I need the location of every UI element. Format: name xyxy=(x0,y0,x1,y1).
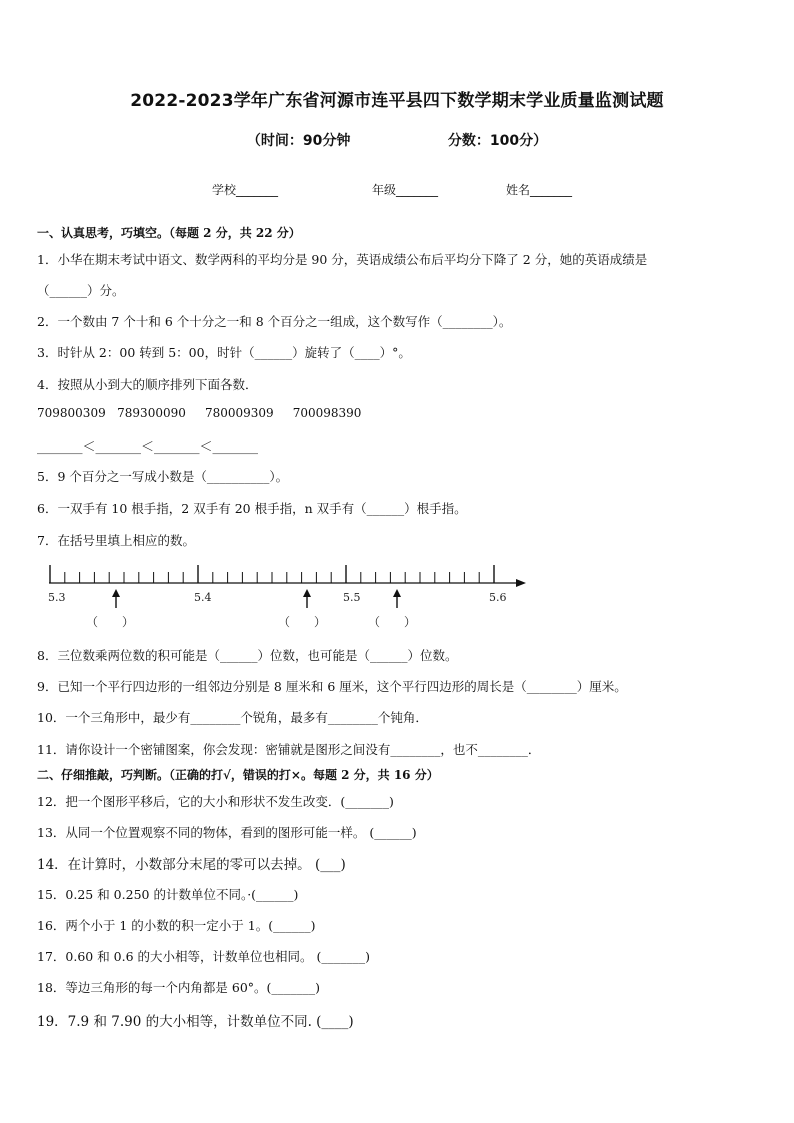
question-1-line-2: （______）分。 xyxy=(37,283,125,298)
name-field: 姓名_______ xyxy=(506,183,573,197)
total-score: 分数：100分） xyxy=(447,133,548,149)
question-10: 10．一个三角形中，最少有________个锐角，最多有________个钝角． xyxy=(37,710,428,725)
exam-title: 2022-2023学年广东省河源市连平县四下数学期末学业质量监测试题 xyxy=(130,91,664,111)
question-3: 3．时针从 2：00 转到 5：00，时针（______）旋转了（____）°。 xyxy=(37,345,411,360)
question-5: 5．9 个百分之一写成小数是（__________）。 xyxy=(37,469,289,484)
question-19: 19．7.9 和 7.90 的大小相等，计数单位不同. (____) xyxy=(37,1014,354,1030)
number-line-svg xyxy=(40,556,540,636)
school-field: 学校_______ xyxy=(212,183,279,197)
time-limit: （时间：90分钟 xyxy=(246,133,351,149)
question-8: 8．三位数乘两位数的积可能是（______）位数，也可能是（______）位数。 xyxy=(37,648,458,663)
question-6: 6．一双手有 10 根手指，2 双手有 20 根手指，n 双手有（______）根手指。 xyxy=(37,501,467,516)
question-14: 14．在计算时，小数部分末尾的零可以去掉。 (___) xyxy=(37,857,346,873)
up-arrow-3 xyxy=(393,589,401,608)
question-16: 16．两个小于 1 的小数的积一定小于 1。(______) xyxy=(37,918,316,933)
answer-blank-1: （ ） xyxy=(86,615,135,629)
grade-field: 年级_______ xyxy=(372,183,439,197)
question-1-line-1: 1．小华在期末考试中语文、数学两科的平均分是 90 分，英语成绩公布后平均分下降了 2 分，她的英语成绩是 xyxy=(37,252,648,267)
question-4: 4．按照从小到大的顺序排列下面各数． xyxy=(37,377,258,392)
question-15: 15．0.25 和 0.250 的计数单位不同。·(______) xyxy=(37,887,299,902)
tick-label-5-3: 5.3 xyxy=(48,591,66,604)
exam-subtitle xyxy=(0,130,794,150)
question-9: 9．已知一个平行四边形的一组邻边分别是 8 厘米和 6 厘米，这个平行四边形的周长是（________）厘米。 xyxy=(37,679,627,694)
question-18: 18．等边三角形的每一个内角都是 60°。(_______) xyxy=(37,980,321,995)
question-12: 12．把一个图形平移后，它的大小和形状不发生改变．(_______) xyxy=(37,794,394,809)
student-info xyxy=(0,181,794,199)
tick-label-5-4: 5.4 xyxy=(194,591,212,604)
question-7: 7．在括号里填上相应的数。 xyxy=(37,533,195,548)
tick-label-5-6: 5.6 xyxy=(489,591,507,604)
number-line-figure xyxy=(40,556,540,636)
question-4-order-blanks: _______＜_______＜_______＜_______ xyxy=(37,440,259,455)
number-line-ticks xyxy=(50,565,494,583)
up-arrow-2 xyxy=(303,589,311,608)
number-line-arrowhead xyxy=(516,579,526,587)
question-11: 11．请你设计一个密铺图案，你会发现：密铺就是图形之间没有________，也不________． xyxy=(37,742,541,757)
question-2: 2．一个数由 7 个十和 6 个十分之一和 8 个百分之一组成，这个数写作（________）。 xyxy=(37,314,512,329)
question-17: 17．0.60 和 0.6 的大小相等，计数单位也相同。 (_______) xyxy=(37,949,371,964)
section-heading-2: 二、仔细推敲，巧判断。（正确的打√，错误的打×。每题 2 分，共 16 分） xyxy=(37,768,439,782)
answer-blank-3: （ ） xyxy=(368,615,417,629)
section-heading-1: 一、认真思考，巧填空。（每题 2 分，共 22 分） xyxy=(37,226,301,240)
question-4-numbers: 709800309 789300090 780009309 700098390 xyxy=(37,406,362,420)
tick-label-5-5: 5.5 xyxy=(343,591,361,604)
up-arrow-1 xyxy=(112,589,120,608)
answer-blank-2: （ ） xyxy=(278,615,327,629)
question-13: 13．从同一个位置观察不同的物体，看到的图形可能一样。 (______) xyxy=(37,825,417,840)
